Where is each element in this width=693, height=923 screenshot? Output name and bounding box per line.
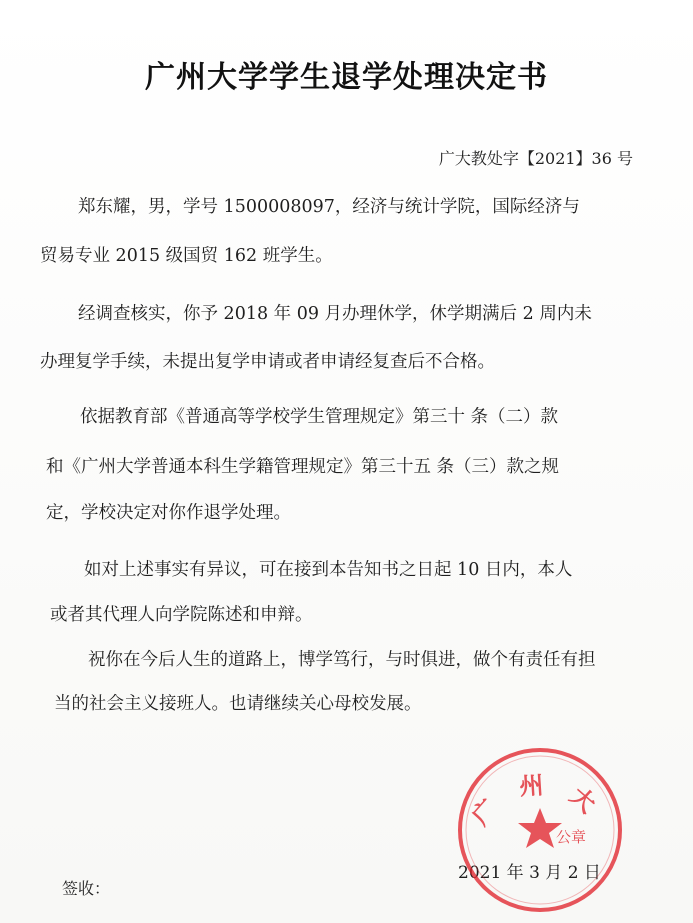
paragraph-line: 或者其代理人向学院陈述和申辩。 [50, 605, 313, 625]
paragraph-line: 如对上述事实有异议，可在接到本告知书之日起 10 日内，本人 [84, 560, 573, 580]
paragraph-line: 定，学校决定对你作退学处理。 [46, 503, 291, 523]
paragraph-line: 依据教育部《普通高等学校学生管理规定》第三十 条（二）款 [80, 407, 559, 427]
document-date: 2021 年 3 月 2 日 [458, 863, 601, 883]
sign-label: 签收： [62, 879, 111, 898]
paragraph-line: 郑东耀，男，学号 1500008097，经济与统计学院，国际经济与 [78, 197, 580, 217]
page-title: 广州大学学生退学处理决定书 [145, 60, 548, 95]
paragraph-line: 祝你在今后人生的道路上，博学笃行，与时俱进，做个有责任有担 [88, 650, 596, 670]
seal-bottom-text: 公章 [556, 828, 587, 846]
paragraph-line: 贸易专业 2015 级国贸 162 班学生。 [40, 246, 333, 266]
seal-top-text: 广 州 大 [466, 770, 608, 831]
paragraph-line: 经调查核实，你予 2018 年 09 月办理休学，休学期满后 2 周内未 [78, 304, 592, 324]
paragraph-line: 和《广州大学普通本科生学籍管理规定》第三十五 条（三）款之规 [46, 457, 560, 477]
official-seal-icon [452, 742, 628, 918]
document-number: 广大教处字【2021】36 号 [438, 149, 633, 168]
paragraph-line: 办理复学手续，未提出复学申请或者申请经复查后不合格。 [40, 352, 495, 372]
paragraph-line: 当的社会主义接班人。也请继续关心母校发展。 [54, 694, 422, 714]
